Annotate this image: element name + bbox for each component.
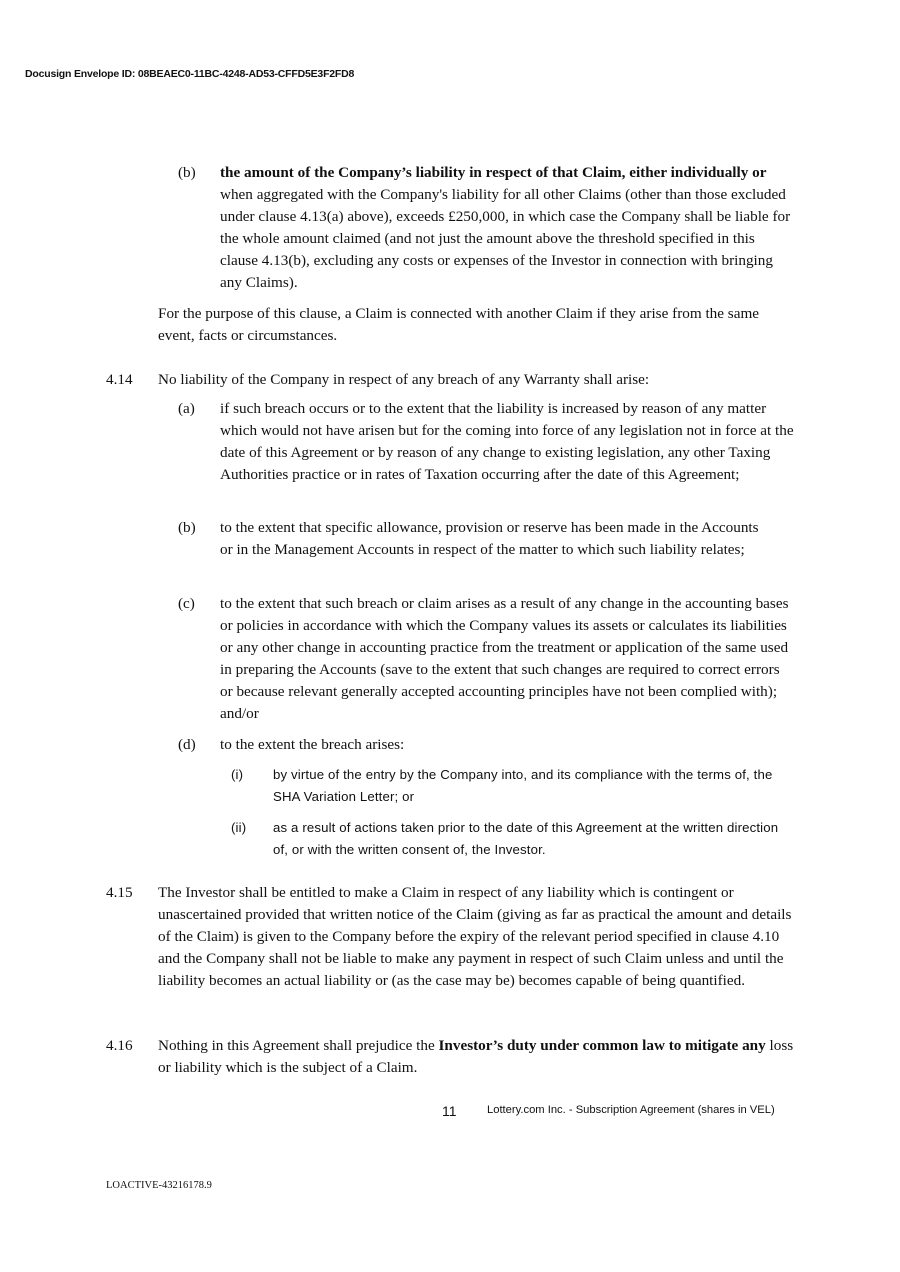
- document-reference: LOACTIVE-43216178.9: [106, 1180, 212, 1191]
- item-text: if such breach occurs or to the extent that the liability is increased by reason of any matter which would not have arisen but for the coming into force of any legislation not in force at the date of this Agreement or by reason of any change to existing legislation, any other Taxing Authorities practice or in rates of Taxation occurring after the date of this Agreement;: [220, 400, 794, 483]
- clause-text-before: Nothing in this Agreement shall prejudice the: [158, 1037, 435, 1054]
- purpose-paragraph: For the purpose of this clause, a Claim is connected with another Claim if they arise from the same event, facts or circumstances.: [158, 305, 760, 344]
- sub-item-label: (i): [231, 767, 244, 782]
- sub-item-text: as a result of actions taken prior to the date of this Agreement at the written direction of, or with the written consent of, the Investor.: [273, 820, 779, 857]
- clause-number: 4.16: [106, 1037, 133, 1054]
- clause-text: The Investor shall be entitled to make a Claim in respect of any liability which is contingent or unascertained provided that written notice of the Claim (giving as far as practical the amount and details of the Claim) is given to the Company before the expiry of the relevant period specified in clause 4.10 and the Company shall not be liable to make any payment in respect of such Claim unless and until the liability becomes an actual liability or (as the case may be) becomes capable of being quantified.: [158, 884, 792, 989]
- clause-number: 4.14: [106, 371, 133, 388]
- item-text: to the extent the breach arises:: [220, 736, 405, 753]
- item-label: (a): [178, 400, 195, 417]
- clause-intro: No liability of the Company in respect of any breach of any Warranty shall arise:: [158, 371, 650, 388]
- footer-title: Lottery.com Inc. - Subscription Agreement (shares in VEL): [487, 1104, 775, 1116]
- clause-text-after: loss or liability which is the subject of a Claim.: [158, 1037, 794, 1076]
- item-text: [220, 162, 792, 294]
- docusign-envelope-id: Docusign Envelope ID: 08BEAEC0-11BC-4248-AD53-CFFD5E3F2FD8: [25, 68, 355, 80]
- page-number: 11: [442, 1103, 457, 1119]
- item-label: (b): [178, 519, 196, 536]
- item-label: (d): [178, 736, 196, 753]
- item-bold-text: the amount of the Company’s liability in respect of that Claim, either individually or: [220, 164, 767, 181]
- clause-text: [158, 1035, 794, 1079]
- sub-item-label: (ii): [231, 820, 247, 835]
- item-label: (c): [178, 595, 195, 612]
- item-text: to the extent that specific allowance, provision or reserve has been made in the Accounts or in the Management Accounts in respect of the matter to which such liability relates;: [220, 519, 759, 558]
- sub-item-text: by virtue of the entry by the Company into, and its compliance with the terms of, the SHA Variation Letter; or: [273, 767, 773, 804]
- clause-bold-text: Investor’s duty under common law to mitigate any: [438, 1037, 766, 1054]
- clause-number: 4.15: [106, 884, 133, 901]
- item-text: to the extent that such breach or claim arises as a result of any change in the accounting bases or policies in accordance with which the Company values its assets or calculates its liabilities or any other change in accounting practice from the treatment or application of the same used in preparing the Accounts (save to the extent that such changes are required to correct errors or because relevant generally accepted accounting principles have not been complied with); and/or: [220, 595, 789, 722]
- item-body-text: when aggregated with the Company's liability for all other Claims (other than those excluded under clause 4.13(a) above), exceeds £250,000, in which case the Company shall be liable for the whole amount claimed (and not just the amount above the threshold specified in this clause 4.13(b), excluding any costs or expenses of the Investor in connection with bringing any Claims).: [220, 186, 791, 291]
- item-label: (b): [178, 164, 196, 181]
